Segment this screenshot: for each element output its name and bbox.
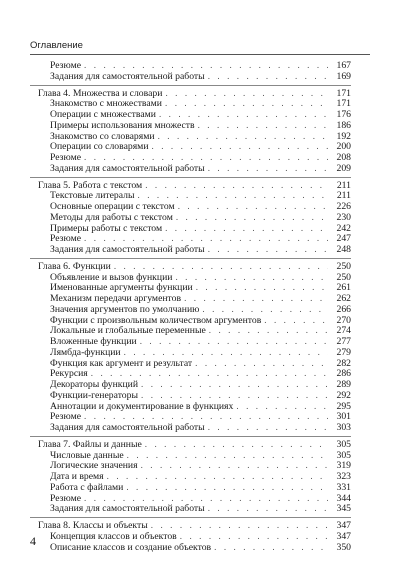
dot-leader xyxy=(178,201,328,212)
toc-entry-title: Знакомство со словарями xyxy=(50,130,155,142)
toc-section-entry[interactable] xyxy=(38,390,351,401)
toc-entry-title: Значения аргументов по умолчанию xyxy=(50,303,200,315)
toc-entry-title: Глава 4. Множества и словари xyxy=(38,87,163,99)
toc-entry-page: 208 xyxy=(336,152,351,163)
dot-leader xyxy=(145,180,328,191)
toc-entry-title: Задания для самостоятельной работы xyxy=(50,244,205,255)
toc-entry-title: Логические значения xyxy=(50,460,138,472)
toc-entry-title: Механизм передачи аргументов xyxy=(50,293,182,304)
toc-entry-title: Дата и время xyxy=(50,471,104,482)
toc-entry-title: Именованные аргументы функции xyxy=(50,282,193,294)
dot-leader xyxy=(145,439,328,450)
toc-section-entry[interactable] xyxy=(38,325,351,336)
toc-section-entry[interactable] xyxy=(38,244,351,255)
running-head: Оглавление xyxy=(30,40,83,51)
toc-entry-title: Рекурсия xyxy=(50,368,88,380)
toc-entry-page: 266 xyxy=(336,303,351,315)
toc-entry-page: 261 xyxy=(336,282,351,294)
toc-entry-page: 171 xyxy=(336,87,351,99)
toc-entry-page: 292 xyxy=(336,389,351,401)
section-divider xyxy=(30,436,351,437)
toc-entry-page: 176 xyxy=(336,109,351,120)
dot-leader xyxy=(176,212,328,223)
dot-leader xyxy=(236,401,328,412)
dot-leader xyxy=(196,282,328,293)
toc-section-entry[interactable] xyxy=(38,282,351,293)
dot-leader xyxy=(126,482,328,493)
section-divider xyxy=(30,258,351,259)
dot-leader xyxy=(140,336,328,347)
toc-entry-page: 350 xyxy=(336,541,351,553)
dot-leader xyxy=(202,304,328,315)
toc-entry-title: Операции с множествами xyxy=(50,109,156,120)
dot-leader xyxy=(141,390,328,401)
toc-section-entry[interactable] xyxy=(38,460,351,471)
toc-entry-page: 347 xyxy=(336,520,351,531)
toc-entry-page: 247 xyxy=(336,233,351,245)
dot-leader xyxy=(114,261,328,272)
dot-leader xyxy=(141,460,328,471)
dot-leader xyxy=(165,98,328,109)
toc-entry-title: Резюме xyxy=(50,60,82,71)
dot-leader xyxy=(209,325,328,336)
toc-section-entry[interactable] xyxy=(38,233,351,244)
toc-entry-title: Задания для самостоятельной работы xyxy=(50,70,205,82)
toc-section-entry[interactable] xyxy=(38,212,351,223)
dot-leader xyxy=(159,109,328,120)
toc-section-entry[interactable] xyxy=(38,336,351,347)
toc-entry-page: 345 xyxy=(336,503,351,515)
toc-entry-title: Глава 7. Файлы и данные xyxy=(38,438,142,450)
toc-entry-title: Методы для работы с текстом xyxy=(50,211,173,223)
toc-entry-title: Задания для самостоятельной работы xyxy=(50,422,205,433)
toc-entry-page: 242 xyxy=(336,222,351,234)
toc-section-entry[interactable] xyxy=(38,120,351,131)
toc-entry-page: 305 xyxy=(336,449,351,461)
dot-leader xyxy=(184,293,328,304)
toc-section-entry[interactable] xyxy=(38,272,351,283)
toc-entry-page: 230 xyxy=(336,211,351,223)
dot-leader xyxy=(151,520,328,531)
dot-leader xyxy=(84,233,328,244)
toc-section-entry[interactable] xyxy=(38,450,351,461)
dot-leader xyxy=(84,411,328,422)
dot-leader xyxy=(165,223,328,234)
toc-entry-title: Текстовые литералы xyxy=(50,190,135,202)
toc-entry-title: Глава 8. Классы и объекты xyxy=(38,520,148,531)
toc-entry-title: Вложенные функции xyxy=(50,336,137,347)
toc-section-entry[interactable] xyxy=(38,503,351,514)
toc-entry-title: Функции-генераторы xyxy=(50,389,138,401)
toc-entry-page: 279 xyxy=(336,346,351,358)
toc-entry-title: Объявление и вызов функции xyxy=(50,271,173,283)
toc-entry-page: 270 xyxy=(336,314,351,326)
toc-section-entry[interactable] xyxy=(38,71,351,82)
toc-section-entry[interactable] xyxy=(38,98,351,109)
dot-leader xyxy=(84,493,328,504)
dot-leader xyxy=(180,531,328,542)
toc-entry-page: 167 xyxy=(336,60,351,71)
toc-entry-title: Числовые данные xyxy=(50,449,124,461)
dot-leader xyxy=(158,131,328,142)
toc-entry-title: Резюме xyxy=(50,152,82,163)
dot-leader xyxy=(124,347,328,358)
toc-section-entry[interactable] xyxy=(38,471,351,482)
toc-chapter-entry[interactable] xyxy=(38,439,351,450)
toc-entry-title: Резюме xyxy=(50,233,82,245)
toc-entry-page: 344 xyxy=(336,492,351,504)
toc-entry-title: Глава 6. Функции xyxy=(38,260,111,272)
toc-entry-title: Лямбда-функции xyxy=(50,346,121,358)
toc-section-entry[interactable] xyxy=(38,379,351,390)
toc-entry-title: Задания для самостоятельной работы xyxy=(50,503,205,515)
toc-entry-page: 186 xyxy=(336,119,351,131)
toc-entry-title: Резюме xyxy=(50,411,82,423)
dot-leader xyxy=(175,272,328,283)
dot-leader xyxy=(195,358,328,369)
dot-leader xyxy=(208,503,328,514)
dot-leader xyxy=(84,152,328,163)
toc-entry-page: 295 xyxy=(336,400,351,412)
toc-entry-title: Работа с файлами xyxy=(50,481,124,493)
toc-section-entry[interactable] xyxy=(38,141,351,152)
dot-leader xyxy=(208,244,328,255)
header-divider xyxy=(30,54,370,55)
toc-entry-title: Концепция классов и объектов xyxy=(50,530,177,542)
toc-entry-page: 286 xyxy=(336,368,351,380)
toc-entry-page: 282 xyxy=(336,357,351,369)
toc-entry-title: Декораторы функций xyxy=(50,379,139,390)
toc-entry-title: Описание классов и создание объектов xyxy=(50,541,212,553)
toc-entry-page: 169 xyxy=(336,70,351,82)
dot-leader xyxy=(208,422,328,433)
toc-entry-page: 301 xyxy=(336,411,351,423)
toc-entry-page: 323 xyxy=(336,471,351,482)
toc-entry-page: 211 xyxy=(336,179,351,191)
section-divider xyxy=(30,85,351,86)
toc-entry-title: Глава 5. Работа с текстом xyxy=(38,179,143,191)
toc-section-entry[interactable] xyxy=(38,368,351,379)
toc-entry-page: 277 xyxy=(336,336,351,347)
dot-leader xyxy=(214,542,328,553)
toc-entry-page: 305 xyxy=(336,438,351,450)
toc-entry-page: 262 xyxy=(336,293,351,304)
dot-leader xyxy=(127,450,328,461)
toc-entry-page: 209 xyxy=(336,162,351,174)
dot-leader xyxy=(208,71,328,82)
dot-leader xyxy=(91,368,328,379)
toc-section-entry[interactable] xyxy=(38,131,351,142)
toc-entry-page: 250 xyxy=(336,271,351,283)
toc-entry-title: Задания для самостоятельной работы xyxy=(50,162,205,174)
toc-entry-page: 250 xyxy=(336,260,351,272)
toc-entry-page: 200 xyxy=(336,141,351,153)
toc-entry-title: Основные операции с текстом xyxy=(50,201,175,212)
toc-entry-page: 303 xyxy=(336,422,351,433)
toc-entry-page: 171 xyxy=(336,98,351,110)
toc-section-entry[interactable] xyxy=(38,163,351,174)
toc-entry-page: 274 xyxy=(336,325,351,337)
toc-section-entry[interactable] xyxy=(38,152,351,163)
dot-leader xyxy=(152,141,328,152)
section-divider xyxy=(30,177,351,178)
table-of-contents xyxy=(38,60,351,552)
toc-section-entry[interactable] xyxy=(38,201,351,212)
section-divider xyxy=(30,517,351,518)
toc-section-entry[interactable] xyxy=(38,482,351,493)
dot-leader xyxy=(208,163,328,174)
toc-entry-title: Знакомство с множествами xyxy=(50,98,162,110)
toc-chapter-entry[interactable] xyxy=(38,520,351,531)
toc-section-entry[interactable] xyxy=(38,304,351,315)
dot-leader xyxy=(107,471,328,482)
toc-entry-page: 319 xyxy=(336,460,351,472)
page-number: 4 xyxy=(30,534,36,548)
dot-leader xyxy=(138,190,329,201)
toc-entry-page: 289 xyxy=(336,379,351,390)
toc-section-entry[interactable] xyxy=(38,293,351,304)
toc-entry-title: Локальные и глобальные переменные xyxy=(50,325,206,337)
toc-section-entry[interactable] xyxy=(38,315,351,326)
toc-chapter-entry[interactable] xyxy=(38,88,351,99)
toc-section-entry[interactable] xyxy=(38,223,351,234)
toc-entry-title: Примеры использования множеств xyxy=(50,119,195,131)
toc-entry-page: 192 xyxy=(336,130,351,142)
toc-entry-page: 226 xyxy=(336,201,351,212)
toc-entry-page: 347 xyxy=(336,530,351,542)
toc-section-entry[interactable] xyxy=(38,542,351,553)
toc-entry-title: Функция как аргумент и результат xyxy=(50,357,193,369)
toc-section-entry[interactable] xyxy=(38,411,351,422)
toc-entry-title: Примеры работы с текстом xyxy=(50,222,163,234)
dot-leader xyxy=(141,379,328,390)
toc-entry-page: 248 xyxy=(336,244,351,255)
toc-entry-title: Операции со словарями xyxy=(50,141,149,153)
toc-section-entry[interactable] xyxy=(38,347,351,358)
toc-entry-title: Резюме xyxy=(50,492,82,504)
toc-chapter-entry[interactable] xyxy=(38,261,351,272)
toc-section-entry[interactable] xyxy=(38,109,351,120)
toc-section-entry[interactable] xyxy=(38,422,351,433)
toc-section-entry[interactable] xyxy=(38,190,351,201)
toc-section-entry[interactable] xyxy=(38,531,351,542)
dot-leader xyxy=(198,120,328,131)
toc-section-entry[interactable] xyxy=(38,358,351,369)
toc-entry-page: 211 xyxy=(336,190,351,202)
toc-entry-title: Аннотации и документирование в функциях xyxy=(50,400,234,412)
toc-chapter-entry[interactable] xyxy=(38,180,351,191)
dot-leader xyxy=(165,88,328,99)
toc-section-entry[interactable] xyxy=(38,60,351,71)
toc-entry-page: 331 xyxy=(336,481,351,493)
toc-section-entry[interactable] xyxy=(38,493,351,504)
toc-section-entry[interactable] xyxy=(38,401,351,412)
toc-entry-title: Функции с произвольным количеством аргументов xyxy=(50,314,262,326)
dot-leader xyxy=(84,60,328,71)
dot-leader xyxy=(264,315,328,326)
